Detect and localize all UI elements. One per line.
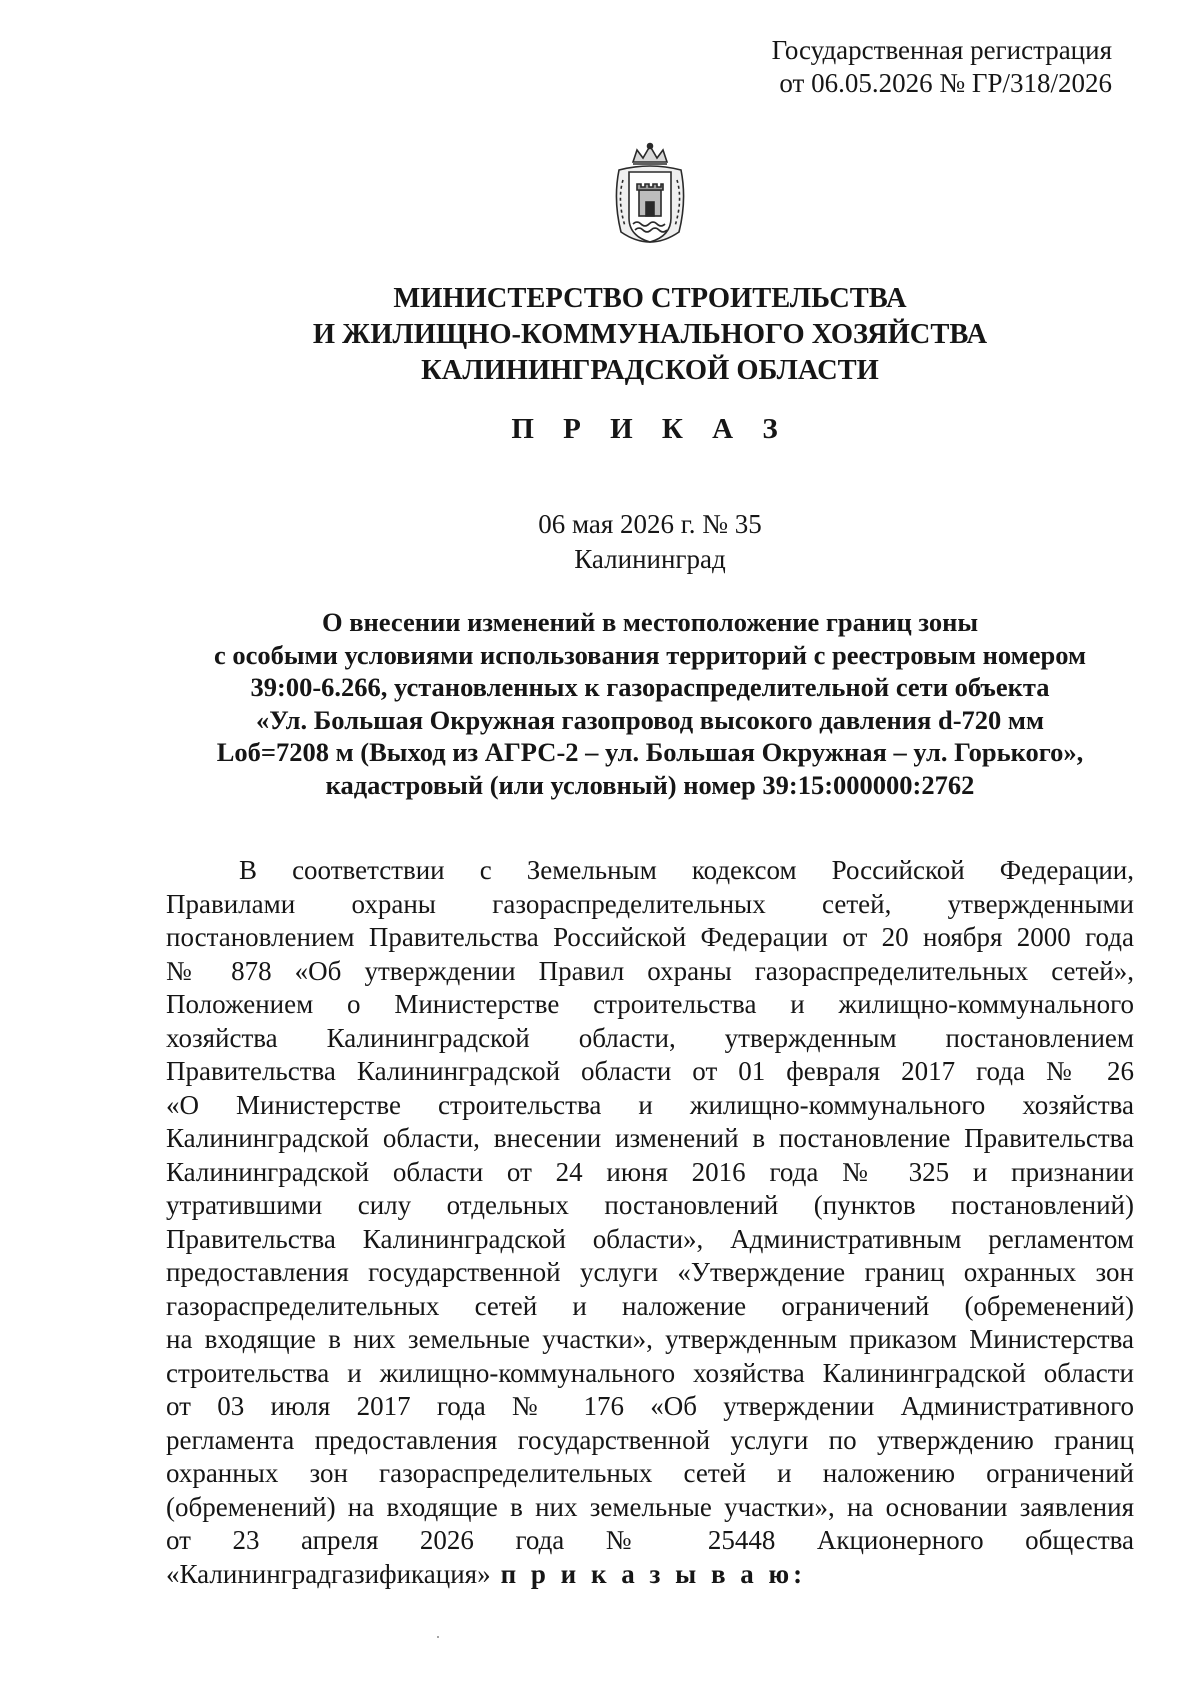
decree-word: п р и к а з ы в а ю: [500,1558,807,1589]
body-line: утратившими силу отдельных постановлений (пунктов постановлений) [166,1190,1134,1220]
body-line: Положением о Министерстве строительства и жилищно-коммунального [166,989,1134,1019]
order-subject [0,606,1200,802]
body-last-line [166,1558,1134,1592]
ministry-line: И ЖИЛИЩНО-КОММУНАЛЬНОГО ХОЗЯЙСТВА [312,319,988,350]
company-name: «Калининградгазификация» [166,1558,491,1589]
body-line: В соответствии с Земельным кодексом Российской Федерации, [239,855,1134,885]
registration-line: Государственная регистрация [771,35,1112,65]
coat-of-arms-icon [609,140,691,252]
subject-line: 39:00-6.266, установленных к газораспределительной сети объекта [250,672,1050,703]
body-line: строительства и жилищно-коммунального хозяйства Калининградской области [166,1357,1134,1388]
subject-line: О внесении изменений в местоположение границ зоны [321,607,979,637]
order-date-number: 06 мая 2026 г. № 35 [538,509,762,539]
ministry-line: КАЛИНИНГРАДСКОЙ ОБЛАСТИ [421,355,879,386]
registration-number: от 06.05.2026 № ГР/318/2026 [779,68,1112,98]
subject-line: «Ул. Большая Окружная газопровод высокого давления d-720 мм [255,704,1045,735]
order-city: Калининград [574,544,726,574]
body-line: регламента предоставления государственной услуги по утверждению границ [166,1424,1134,1455]
body-line: от 23 апреля 2026 года № 25448 Акционерного общества [166,1525,1134,1555]
body-line: на входящие в них земельные участки», утвержденным приказом Министерства [166,1324,1134,1354]
order-body [166,854,1134,1591]
body-line: Правилами охраны газораспределительных сетей, утвержденными [166,888,1134,919]
body-line: № 878 «Об утверждении Правил охраны газораспределительных сетей», [166,955,1134,986]
registration-stamp [772,34,1112,100]
body-line: Калининградской области от 24 июня 2016 года № 325 и признании [166,1156,1134,1187]
subject-line: с особыми условиями использования территорий с реестровым номером [213,639,1087,670]
ministry-header [0,281,1200,389]
body-line: Калининградской области, внесении изменений в постановление Правительства [166,1123,1134,1153]
body-line: хозяйства Калининградской области, утвержденным постановлением [166,1022,1134,1053]
body-line: Правительства Калининградской области от 01 февраля 2017 года № 26 [166,1056,1134,1086]
body-line: от 03 июля 2017 года № 176 «Об утверждении Административного [166,1391,1134,1421]
subject-line: Lоб=7208 м (Выход из АГРС-2 – ул. Большая Окружная – ул. Горького», [216,737,1084,768]
body-line: «О Министерстве строительства и жилищно-коммунального хозяйства [166,1089,1134,1120]
order-title: П Р И К А З [511,413,789,445]
body-line: охранных зон газораспределительных сетей и наложению ограничений [166,1458,1134,1488]
body-line: газораспределительных сетей и наложение ограничений (обременений) [166,1290,1134,1321]
body-line: (обременений) на входящие в них земельные участки», на основании заявления [166,1491,1134,1522]
order-meta [0,507,1200,577]
body-line: постановлением Правительства Российской Федерации от 20 ноября 2000 года [166,922,1134,952]
ministry-line: МИНИСТЕРСТВО СТРОИТЕЛЬСТВА [393,283,907,314]
body-line: Правительства Калининградской области», Административным регламентом [166,1223,1134,1254]
subject-line: кадастровый (или условный) номер 39:15:000000:2762 [325,769,975,800]
scan-speck [437,1636,439,1638]
body-line: предоставления государственной услуги «Утверждение границ охранных зон [166,1257,1134,1287]
